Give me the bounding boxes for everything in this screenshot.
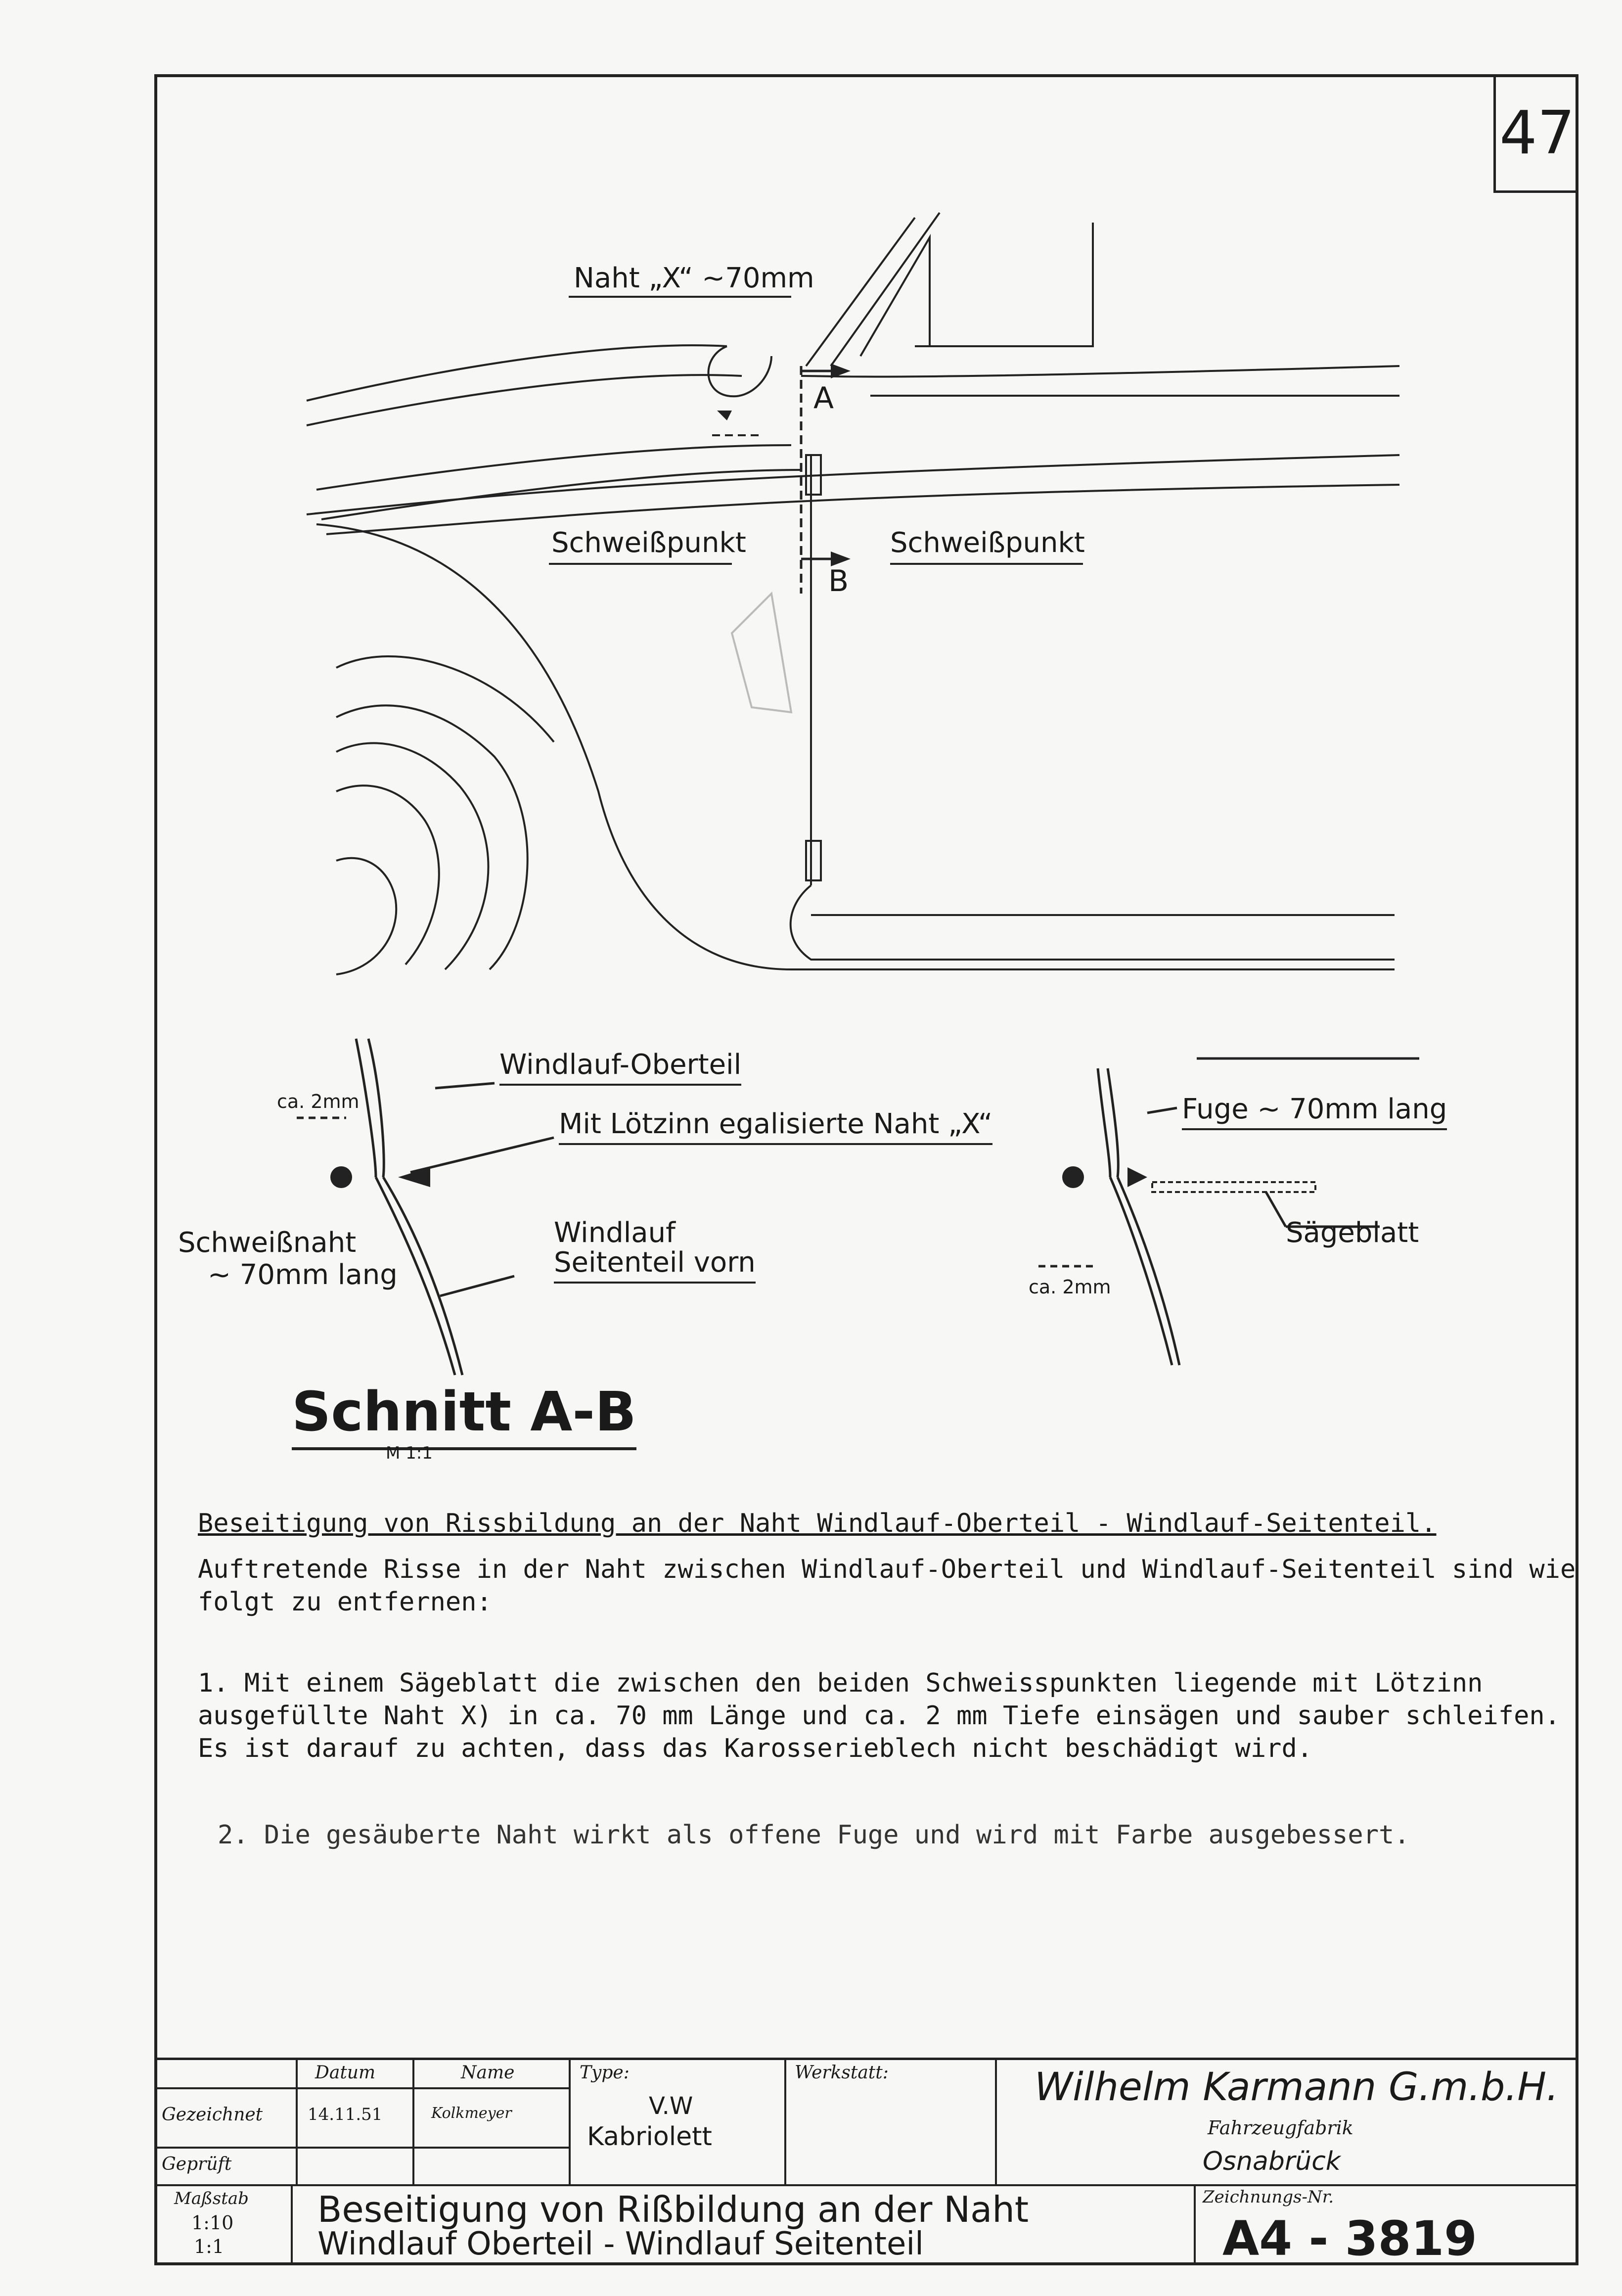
datum-header: Datum — [315, 2063, 376, 2083]
company-name: Wilhelm Karmann G.m.b.H. — [1035, 2065, 1559, 2110]
schweisspunkt-right-label: Schweißpunkt — [890, 527, 1085, 559]
drawing-number: A4 - 3819 — [1222, 2211, 1477, 2266]
instruction-paragraph: Auftretende Risse in der Naht zwischen Windlauf-Oberteil und Windlauf-Seitenteil sind wie folgt zu entfernen: — [198, 1555, 1576, 1617]
windlauf-label: Windlauf — [554, 1217, 676, 1249]
drawing-title-line-2: Windlauf Oberteil - Windlauf Seitenteil — [317, 2226, 924, 2262]
type-value-kabriolett: Kabriolett — [587, 2122, 712, 2152]
instruction-heading: Beseitigung von Rissbildung an der Naht Windlauf-Oberteil - Windlauf-Seitenteil. — [198, 1509, 1437, 1538]
type-value-vw: V.W — [649, 2092, 693, 2120]
drawing-title-line-1: Beseitigung von Rißbildung an der Naht — [317, 2189, 1029, 2230]
massstab-label: Maßstab — [174, 2189, 249, 2208]
schweisspunkt-left-label: Schweißpunkt — [551, 527, 746, 559]
company-subtitle: Fahrzeugfabrik — [1208, 2117, 1353, 2139]
gezeichnet-signature: Kolkmeyer — [431, 2105, 512, 2122]
body-side-drawing — [0, 0, 1622, 1088]
header-divider — [154, 2087, 571, 2089]
page-number: 47 — [1493, 74, 1578, 193]
company-city: Osnabrück — [1203, 2147, 1341, 2176]
massstab-value-1: 1:10 — [191, 2212, 234, 2234]
name-header: Name — [461, 2063, 515, 2083]
ca-2mm-right-label: ca. 2mm — [1029, 1276, 1111, 1298]
section-title: Schnitt A-B — [292, 1380, 636, 1450]
windlauf-oberteil-label: Windlauf-Oberteil — [499, 1049, 741, 1086]
instruction-step-1: 1. Mit einem Sägeblatt die zwischen den beiden Schweisspunkten liegende mit Lötzinn ausgefüllte Naht X) in ca. 70 mm Länge und ca. 2 mm Tiefe einsägen und sauber schleifen. Es ist darauf zu achten, dass das Karosserieblech nicht beschädigt wird. — [198, 1668, 1560, 1763]
section-scale: M 1:1 — [386, 1443, 433, 1463]
gezeichnet-label: Gezeichnet — [162, 2105, 263, 2125]
naht-x-label: Naht „X“ ~70mm — [574, 262, 814, 294]
ca-2mm-left-label: ca. 2mm — [277, 1091, 360, 1112]
werkstatt-label: Werkstatt: — [795, 2063, 889, 2083]
massstab-value-2: 1:1 — [194, 2236, 225, 2257]
b-marker: B — [828, 564, 849, 598]
geprueft-label: Geprüft — [162, 2154, 232, 2174]
title-block — [154, 2058, 1578, 2265]
row-divider — [154, 2147, 571, 2149]
seitenteil-vorn-label: Seitenteil vorn — [554, 1246, 756, 1284]
fuge-label: Fuge ~ 70mm lang — [1182, 1093, 1447, 1130]
instruction-step-2: 2. Die gesäuberte Naht wirkt als offene Fuge und wird mit Farbe ausgebessert. — [218, 1820, 1410, 1850]
schweissnaht-length-label: ~ 70mm lang — [208, 1259, 398, 1291]
type-label: Type: — [580, 2063, 630, 2083]
schweissnaht-label: Schweißnaht — [178, 1227, 357, 1259]
saegeblatt-label: Sägeblatt — [1286, 1217, 1419, 1249]
a-marker: A — [813, 381, 834, 415]
gezeichnet-date: 14.11.51 — [308, 2105, 383, 2124]
zeichnungs-nr-label: Zeichnungs-Nr. — [1203, 2187, 1334, 2207]
mit-lotzinn-label: Mit Lötzinn egalisierte Naht „X“ — [559, 1108, 992, 1145]
